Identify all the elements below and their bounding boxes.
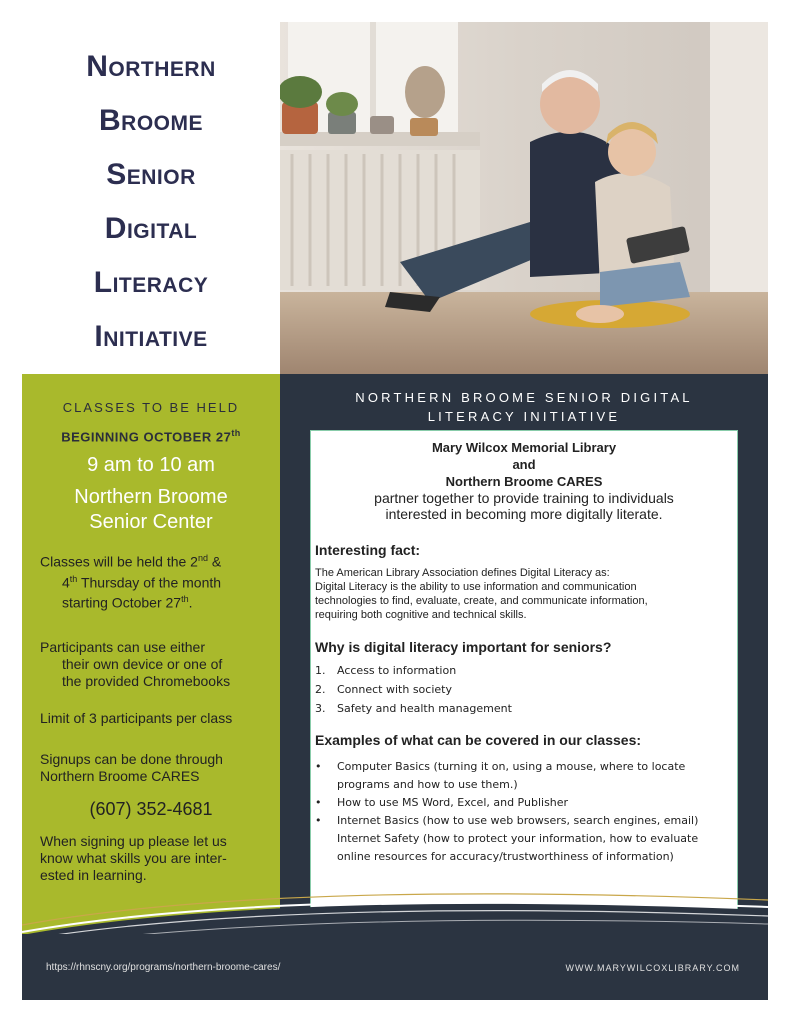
class-time: 9 am to 10 am bbox=[87, 454, 215, 476]
title-line: Literacy bbox=[93, 266, 209, 299]
classes-heading: CLASSES TO BE HELD bbox=[62, 400, 240, 415]
limit-text: Limit of 3 participants per class bbox=[40, 710, 233, 726]
library-link[interactable]: WWW.MARYWILCOXLIBRARY.COM bbox=[565, 963, 740, 973]
org-cares: Northern Broome CARES bbox=[445, 474, 603, 489]
list-item: 1. Access to information bbox=[315, 664, 457, 677]
list-item: • How to use MS Word, Excel, and Publisher bbox=[315, 796, 569, 809]
class-location: Northern Broome Senior Center bbox=[74, 486, 228, 533]
examples-heading: Examples of what can be covered in our classes: bbox=[315, 732, 642, 748]
info-card bbox=[310, 430, 738, 930]
fact-heading: Interesting fact: bbox=[315, 542, 421, 558]
class-info-panel bbox=[22, 374, 280, 934]
title-line: Senior bbox=[106, 158, 196, 191]
title-line: Digital bbox=[104, 212, 198, 245]
list-item: • Computer Basics (turning it on, using a mouse, where to locate programs and how to use them.) bbox=[315, 760, 686, 791]
signing-note: When signing up please let us know what skills you are inter- ested in learning. bbox=[40, 833, 227, 883]
org-library: Mary Wilcox Memorial Library bbox=[431, 440, 617, 455]
list-item: 2. Connect with society bbox=[315, 683, 452, 696]
signups-text: Signups can be done through Northern Broome CARES bbox=[40, 751, 223, 784]
why-list bbox=[315, 661, 733, 718]
title-line: Initiative bbox=[94, 320, 208, 353]
rhnscny-link[interactable]: https://rhnscny.org/programs/northern-broome-cares/ bbox=[46, 962, 281, 973]
fact-text: The American Library Association defines Digital Literacy as: Digital Literacy is the ability to use information and communication technologies to find, evaluate, create, and communicate information, requiring both cognitive and technical skills. bbox=[315, 567, 648, 621]
initiative-panel bbox=[280, 374, 768, 934]
title-line: Northern bbox=[86, 50, 216, 83]
examples-list bbox=[315, 758, 733, 866]
why-heading: Why is digital literacy important for seniors? bbox=[315, 639, 612, 655]
initiative-heading: NORTHERN BROOME SENIOR DIGITAL LITERACY INITIATIVE bbox=[355, 390, 693, 424]
beginning-date: BEGINNING OCTOBER 27th bbox=[61, 428, 241, 445]
phone-number: (607) 352-4681 bbox=[89, 799, 213, 819]
participants-text: Participants can use either their own device or one of the provided Chromebooks bbox=[40, 639, 231, 689]
org-and: and bbox=[512, 457, 536, 472]
title-line: Broome bbox=[99, 104, 203, 137]
list-item: • Internet Basics (how to use web browsers, search engines, email) Internet Safety (how to protect your information, how to evaluate online resources for accuracy/trustworthiness of information) bbox=[315, 814, 699, 863]
schedule-text: Classes will be held the 2nd & 4th Thursday of the month starting October 27th. bbox=[40, 553, 222, 611]
footer bbox=[22, 934, 768, 1000]
page-title bbox=[22, 40, 280, 364]
partner-text: partner together to provide training to individuals interested in becoming more digitally literate. bbox=[374, 490, 674, 522]
hero-photo bbox=[280, 22, 768, 374]
list-item: 3. Safety and health management bbox=[315, 702, 512, 715]
